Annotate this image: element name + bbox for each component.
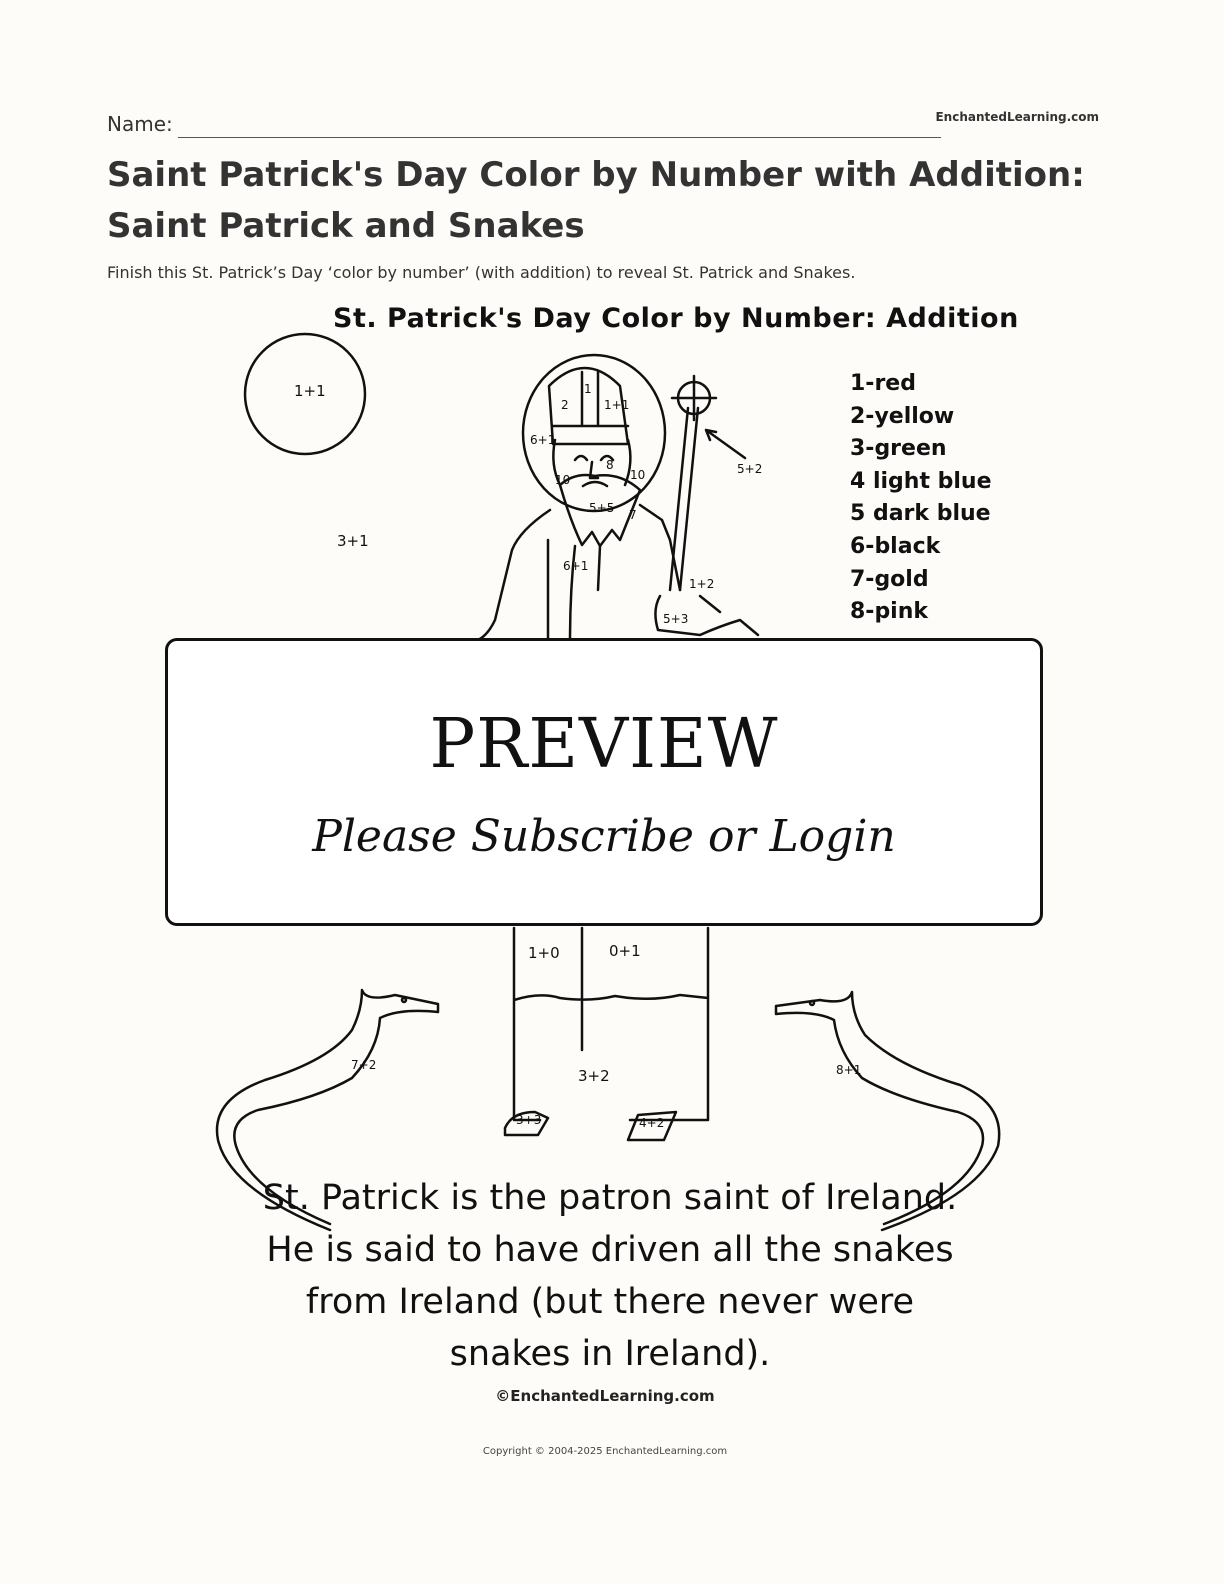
label-mitre-right: 1+1 [604,398,630,412]
label-eyes: 8 [606,458,614,472]
page-subtitle: Finish this St. Patrick’s Day ‘color by number’ (with addition) to reveal St. Patrick and Snakes. [107,263,856,282]
name-label: Name: [107,112,173,136]
worksheet-heading: St. Patrick's Day Color by Number: Addition [333,303,1019,334]
page-title: Saint Patrick's Day Color by Number with Addition: Saint Patrick and Snakes [107,155,1085,246]
staff-pointer-arrow [706,430,745,458]
label-halo: 6+1 [530,433,556,447]
legend-item: 8-pink [850,599,929,625]
label-mitre-center: 1 [584,382,592,396]
label-robe-left: 1+0 [528,944,560,962]
preview-title: PREVIEW [429,705,779,784]
name-row [107,110,1107,142]
preview-overlay[interactable] [165,638,1043,926]
legend-item: 4 light blue [850,468,992,494]
worksheet-credit: ©EnchantedLearning.com [495,1387,715,1405]
subscribe-login-prompt[interactable]: Please Subscribe or Login [312,811,896,862]
legend-item: 3-green [850,436,947,462]
label-sky: 3+1 [337,532,369,550]
site-name[interactable]: EnchantedLearning.com [935,110,1099,124]
label-snake-right: 8+1 [836,1063,862,1077]
legend-item: 6-black [850,533,941,559]
label-cheek-left: 10 [555,473,571,487]
label-robe-bottom: 3+2 [578,1067,610,1085]
label-sun: 1+1 [294,382,326,400]
label-foot-left: 3+3 [516,1113,542,1127]
label-snake-left: 7+2 [351,1058,377,1072]
legend-item: 5 dark blue [850,501,991,527]
label-foot-right: 4+2 [639,1116,665,1130]
legend-item: 1-red [850,371,916,396]
legend-item: 7-gold [850,566,929,592]
saint-patrick-fact: St. Patrick is the patron saint of Ireland. He is said to have driven all the snakes from Ireland (but there never were snakes in Ireland). [262,1178,958,1374]
color-legend [850,368,992,629]
label-staff-pointer: 5+2 [737,462,763,476]
copyright-footer: Copyright © 2004-2025 EnchantedLearning.com [482,1446,728,1457]
label-cheek-right: 10 [630,468,646,482]
label-beard: 5+5 [589,501,615,515]
legend-item: 2-yellow [850,403,955,429]
label-robe-right: 0+1 [609,942,641,960]
label-robe-top: 6+1 [563,559,589,573]
label-hand: 5+3 [663,612,689,626]
label-mitre-left: 2 [561,398,569,412]
label-collar: 7 [629,508,637,522]
name-blank-line [178,137,941,138]
label-staff: 1+2 [689,577,715,591]
